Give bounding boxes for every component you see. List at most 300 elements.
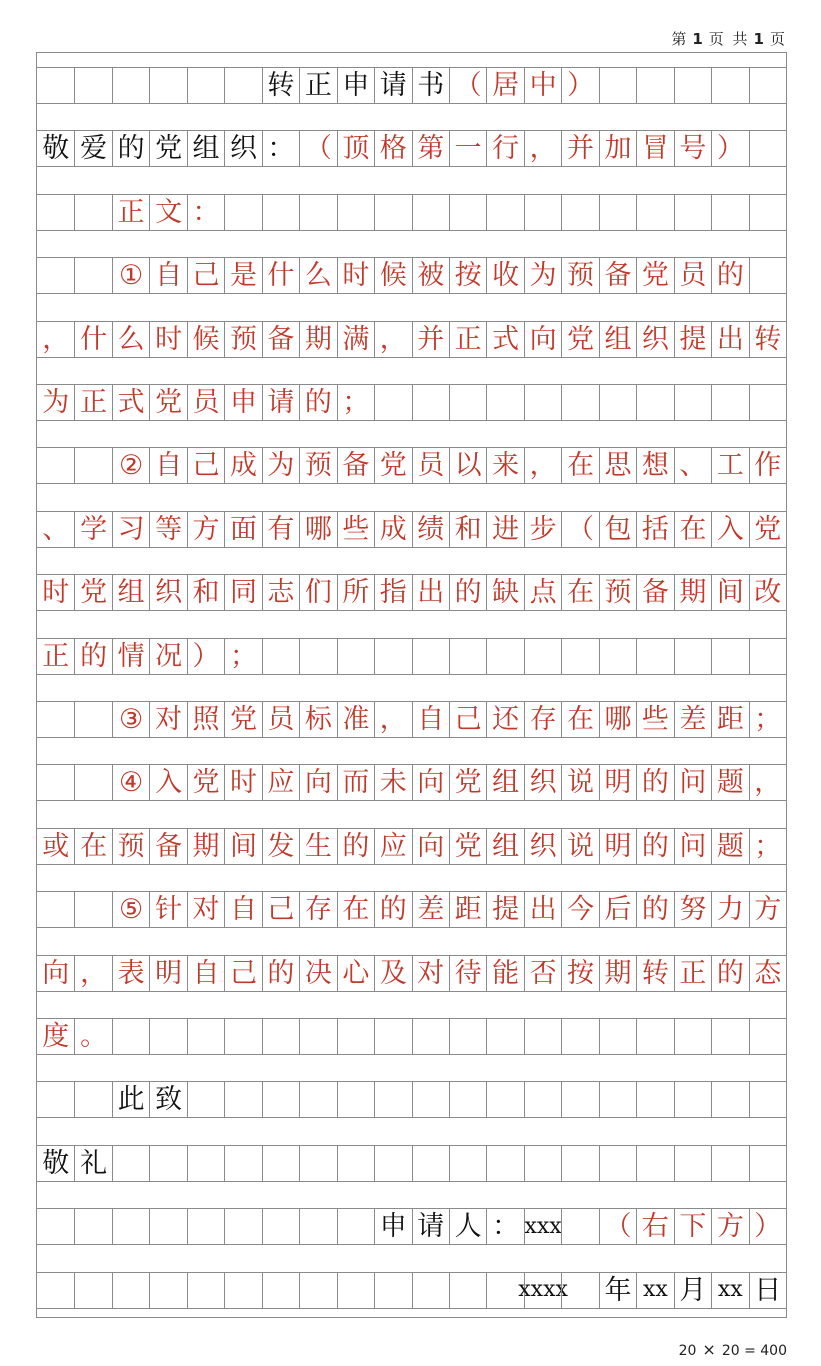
grid-cell bbox=[449, 385, 486, 420]
grid-character: 作 bbox=[749, 448, 786, 483]
grid-character: 什 bbox=[262, 258, 299, 293]
grid-character: xxx bbox=[524, 1209, 561, 1244]
grid-character: 态 bbox=[749, 956, 786, 991]
grid-character: 自 bbox=[149, 448, 186, 483]
grid-character: 存 bbox=[299, 892, 336, 927]
grid-character: 自 bbox=[224, 892, 261, 927]
grid-character: 间 bbox=[711, 575, 748, 610]
grid-character: 按 bbox=[561, 956, 598, 991]
grid-character: 此 bbox=[112, 1082, 149, 1117]
grid-cell bbox=[524, 1019, 561, 1054]
grid-character: 文 bbox=[149, 195, 186, 230]
grid-cell bbox=[74, 448, 111, 483]
grid-character: 以 bbox=[449, 448, 486, 483]
grid-character: ； bbox=[749, 702, 786, 737]
grid-character: 距 bbox=[449, 892, 486, 927]
grid-character: 时 bbox=[224, 765, 261, 800]
grid-character: 向 bbox=[299, 765, 336, 800]
grid-character: 明 bbox=[599, 829, 636, 864]
grid-character: ） bbox=[711, 131, 748, 166]
grid-cell bbox=[112, 1273, 149, 1308]
grid-cell bbox=[224, 195, 261, 230]
grid-character: 在 bbox=[561, 702, 598, 737]
grid-character: 是 bbox=[224, 258, 261, 293]
grid-character: 习 bbox=[112, 512, 149, 547]
grid-cell bbox=[37, 258, 74, 293]
grid-cell bbox=[112, 1019, 149, 1054]
grid-cell bbox=[37, 702, 74, 737]
grid-character: 己 bbox=[262, 892, 299, 927]
grid-cell bbox=[337, 639, 374, 674]
grid-cell bbox=[74, 892, 111, 927]
grid-character: 党 bbox=[149, 385, 186, 420]
grid-character: 决 bbox=[299, 956, 336, 991]
grid-character: 问 bbox=[674, 765, 711, 800]
grid-character: 、 bbox=[674, 448, 711, 483]
grid-cell bbox=[299, 1019, 336, 1054]
grid-character: 爱 bbox=[74, 131, 111, 166]
grid-cell bbox=[636, 1146, 673, 1181]
grid-cell bbox=[711, 639, 748, 674]
grid-character: ③ bbox=[112, 702, 149, 737]
grid-character: 在 bbox=[74, 829, 111, 864]
grid-character: 及 bbox=[374, 956, 411, 991]
grid-character: 组 bbox=[486, 765, 523, 800]
grid-character: 正 bbox=[449, 322, 486, 357]
grid-row bbox=[37, 1018, 786, 1055]
grid-character: 被 bbox=[412, 258, 449, 293]
grid-character: ） bbox=[187, 639, 224, 674]
grid-character: 表 bbox=[112, 956, 149, 991]
grid-character: （ bbox=[449, 68, 486, 103]
grid-character: 织 bbox=[636, 322, 673, 357]
grid-row bbox=[37, 828, 786, 865]
grid-cell bbox=[299, 195, 336, 230]
grid-character: 存 bbox=[524, 702, 561, 737]
grid-character: 还 bbox=[486, 702, 523, 737]
grid-cell bbox=[749, 195, 786, 230]
grid-character: 织 bbox=[224, 131, 261, 166]
grid-cell bbox=[486, 639, 523, 674]
grid-character: 题 bbox=[711, 829, 748, 864]
grid-row bbox=[37, 67, 786, 104]
grid-character: 请 bbox=[262, 385, 299, 420]
grid-character: 期 bbox=[299, 322, 336, 357]
grid-cell bbox=[299, 1146, 336, 1181]
grid-character: （ bbox=[599, 1209, 636, 1244]
grid-character: 为 bbox=[524, 258, 561, 293]
grid-character: （ bbox=[561, 512, 598, 547]
grid-cell bbox=[374, 195, 411, 230]
grid-cell bbox=[224, 1019, 261, 1054]
grid-character: 员 bbox=[674, 258, 711, 293]
grid-size-note bbox=[679, 1340, 787, 1359]
grid-cell bbox=[674, 68, 711, 103]
grid-cell bbox=[711, 385, 748, 420]
grid-cell bbox=[449, 1146, 486, 1181]
grid-cell bbox=[486, 195, 523, 230]
grid-character: 准 bbox=[337, 702, 374, 737]
grid-character: 党 bbox=[187, 765, 224, 800]
grid-character: 号 bbox=[674, 131, 711, 166]
grid-cell bbox=[262, 195, 299, 230]
grid-character: ） bbox=[561, 68, 598, 103]
grid-character: 的 bbox=[636, 829, 673, 864]
grid-character: 的 bbox=[337, 829, 374, 864]
grid-character: ： bbox=[187, 195, 224, 230]
grid-cell bbox=[187, 1273, 224, 1308]
grid-character: 、 bbox=[42, 513, 70, 545]
grid-cell bbox=[412, 1273, 449, 1308]
grid-character: ② bbox=[112, 448, 149, 483]
grid-character: 针 bbox=[149, 892, 186, 927]
grid-cell bbox=[599, 385, 636, 420]
grid-character: 么 bbox=[299, 258, 336, 293]
grid-character: 组 bbox=[187, 131, 224, 166]
grid-character: 在 bbox=[337, 892, 374, 927]
grid-cols: 20 bbox=[678, 1343, 697, 1359]
grid-cell bbox=[412, 195, 449, 230]
grid-character: 学 bbox=[74, 512, 111, 547]
page-middle: 页 共 bbox=[708, 30, 750, 48]
grid-cell bbox=[149, 1273, 186, 1308]
grid-character: 请 bbox=[374, 68, 411, 103]
grid-character: 中 bbox=[524, 68, 561, 103]
grid-character: 党 bbox=[149, 131, 186, 166]
grid-row bbox=[37, 194, 786, 231]
grid-character: 转 bbox=[749, 322, 786, 357]
grid-cell bbox=[374, 385, 411, 420]
current-page: 1 bbox=[692, 30, 705, 48]
grid-character: 有 bbox=[262, 512, 299, 547]
grid-cell bbox=[224, 1209, 261, 1244]
grid-cell bbox=[37, 68, 74, 103]
grid-cell bbox=[674, 385, 711, 420]
grid-cell bbox=[599, 1019, 636, 1054]
grid-character: 的 bbox=[636, 765, 673, 800]
grid-character: 改 bbox=[749, 575, 786, 610]
grid-character: 按 bbox=[449, 258, 486, 293]
grid-cell bbox=[636, 1019, 673, 1054]
grid-character: 提 bbox=[674, 322, 711, 357]
grid-cell bbox=[561, 1082, 598, 1117]
grid-cell bbox=[262, 1273, 299, 1308]
grid-character: 度 bbox=[42, 1021, 70, 1052]
grid-character: 正 bbox=[674, 956, 711, 991]
grid-cell bbox=[299, 1273, 336, 1308]
grid-character: 自 bbox=[149, 258, 186, 293]
grid-cell bbox=[112, 68, 149, 103]
grid-character: 的 bbox=[74, 639, 111, 674]
grid-character: ， bbox=[42, 323, 70, 355]
grid-cell bbox=[561, 195, 598, 230]
grid-cell bbox=[599, 1146, 636, 1181]
grid-character: 入 bbox=[711, 512, 748, 547]
grid-cell bbox=[187, 1019, 224, 1054]
grid-cell bbox=[561, 1146, 598, 1181]
grid-character: 预 bbox=[599, 575, 636, 610]
grid-character: 说 bbox=[561, 829, 598, 864]
grid-character: 自 bbox=[412, 702, 449, 737]
grid-character: 党 bbox=[636, 258, 673, 293]
grid-character: 式 bbox=[112, 385, 149, 420]
grid-character: 备 bbox=[149, 829, 186, 864]
grid-character: xx bbox=[711, 1273, 748, 1308]
grid-character: 差 bbox=[412, 892, 449, 927]
grid-character: 在 bbox=[561, 575, 598, 610]
grid-character: 照 bbox=[187, 702, 224, 737]
grid-character: 党 bbox=[374, 448, 411, 483]
grid-character: 努 bbox=[674, 892, 711, 927]
grid-character: ⑤ bbox=[112, 892, 149, 927]
grid-cell bbox=[337, 195, 374, 230]
grid-character: ① bbox=[112, 258, 149, 293]
grid-character: 工 bbox=[711, 448, 748, 483]
grid-character: 所 bbox=[337, 575, 374, 610]
grid-character: 满 bbox=[337, 322, 374, 357]
grid-cell bbox=[374, 639, 411, 674]
grid-cell bbox=[749, 131, 786, 166]
grid-cell bbox=[486, 1082, 523, 1117]
grid-cell bbox=[636, 385, 673, 420]
grid-character: 时 bbox=[42, 577, 70, 609]
grid-cell bbox=[74, 68, 111, 103]
grid-cell bbox=[561, 1209, 598, 1244]
page-number bbox=[671, 28, 787, 49]
grid-character: ④ bbox=[112, 765, 149, 800]
grid-cell bbox=[149, 1146, 186, 1181]
grid-cell bbox=[37, 195, 74, 230]
grid-cell bbox=[112, 1146, 149, 1181]
grid-cell bbox=[74, 258, 111, 293]
grid-cell bbox=[599, 1082, 636, 1117]
grid-character: ； bbox=[749, 829, 786, 864]
grid-character: 而 bbox=[337, 765, 374, 800]
grid-cell bbox=[262, 1209, 299, 1244]
grid-cell bbox=[37, 1209, 74, 1244]
grid-character: 顶 bbox=[337, 131, 374, 166]
grid-character: 进 bbox=[486, 512, 523, 547]
grid-character: 请 bbox=[412, 1209, 449, 1244]
grid-cell bbox=[374, 1082, 411, 1117]
grid-character: 组 bbox=[599, 322, 636, 357]
grid-character: 预 bbox=[224, 322, 261, 357]
grid-character: 么 bbox=[112, 322, 149, 357]
grid-character: 向 bbox=[412, 765, 449, 800]
grid-cell bbox=[449, 1273, 486, 1308]
grid-character: 对 bbox=[187, 892, 224, 927]
grid-character: 情 bbox=[112, 639, 149, 674]
manuscript-grid bbox=[36, 52, 787, 1318]
grid-cell bbox=[74, 1209, 111, 1244]
grid-character: 方 bbox=[187, 512, 224, 547]
grid-character: ， bbox=[74, 956, 111, 991]
grid-cell bbox=[187, 1146, 224, 1181]
grid-character: 党 bbox=[449, 765, 486, 800]
grid-character: ， bbox=[374, 322, 411, 357]
grid-cell bbox=[674, 1146, 711, 1181]
grid-total: 20 = 400 bbox=[721, 1343, 787, 1359]
grid-character: 期 bbox=[599, 956, 636, 991]
grid-character: 一 bbox=[449, 131, 486, 166]
grid-character: 应 bbox=[262, 765, 299, 800]
grid-character: 志 bbox=[262, 575, 299, 610]
grid-character: 的 bbox=[711, 956, 748, 991]
grid-character: 的 bbox=[262, 956, 299, 991]
grid-character: ； bbox=[224, 639, 261, 674]
grid-row bbox=[37, 384, 786, 421]
grid-character: 员 bbox=[412, 448, 449, 483]
grid-character: 应 bbox=[374, 829, 411, 864]
grid-cell bbox=[636, 68, 673, 103]
grid-cell bbox=[224, 1146, 261, 1181]
grid-character: 想 bbox=[636, 448, 673, 483]
grid-character: ） bbox=[749, 1209, 786, 1244]
grid-character: 待 bbox=[449, 956, 486, 991]
grid-row bbox=[37, 891, 786, 928]
grid-character: 申 bbox=[337, 68, 374, 103]
grid-cell bbox=[636, 195, 673, 230]
grid-cell bbox=[524, 385, 561, 420]
times-sign: × bbox=[702, 1340, 716, 1359]
grid-character: 期 bbox=[187, 829, 224, 864]
grid-character: 缺 bbox=[486, 575, 523, 610]
grid-character: 预 bbox=[561, 258, 598, 293]
grid-character: 员 bbox=[262, 702, 299, 737]
grid-character: 自 bbox=[187, 956, 224, 991]
grid-cell bbox=[412, 1082, 449, 1117]
grid-character: 括 bbox=[636, 512, 673, 547]
grid-character: 明 bbox=[149, 956, 186, 991]
grid-character: 为 bbox=[262, 448, 299, 483]
grid-cell bbox=[524, 1146, 561, 1181]
grid-character: 己 bbox=[187, 258, 224, 293]
grid-cell bbox=[374, 1146, 411, 1181]
grid-character: 收 bbox=[486, 258, 523, 293]
grid-character: 敬 bbox=[42, 1147, 70, 1179]
grid-cell bbox=[636, 639, 673, 674]
grid-character: 加 bbox=[599, 131, 636, 166]
grid-cell bbox=[149, 1019, 186, 1054]
grid-cell bbox=[636, 1082, 673, 1117]
grid-character: 时 bbox=[149, 322, 186, 357]
grid-character: 成 bbox=[374, 512, 411, 547]
grid-character: 的 bbox=[636, 892, 673, 927]
grid-character: 日 bbox=[749, 1273, 786, 1308]
grid-row bbox=[37, 130, 786, 167]
grid-row bbox=[37, 511, 786, 548]
grid-character: 预 bbox=[299, 448, 336, 483]
grid-character: 提 bbox=[486, 892, 523, 927]
grid-cell bbox=[37, 448, 74, 483]
grid-character: 哪 bbox=[599, 702, 636, 737]
grid-character: 备 bbox=[337, 448, 374, 483]
grid-character: 织 bbox=[524, 765, 561, 800]
grid-cell bbox=[299, 1082, 336, 1117]
grid-character: 成 bbox=[224, 448, 261, 483]
grid-row bbox=[37, 638, 786, 675]
grid-cell bbox=[599, 195, 636, 230]
grid-character: 况 bbox=[149, 639, 186, 674]
grid-character: 什 bbox=[74, 322, 111, 357]
grid-character: 出 bbox=[412, 575, 449, 610]
grid-character: 步 bbox=[524, 512, 561, 547]
grid-character: 方 bbox=[749, 892, 786, 927]
grid-cell bbox=[262, 639, 299, 674]
grid-character: 距 bbox=[711, 702, 748, 737]
grid-cell bbox=[749, 385, 786, 420]
grid-cell bbox=[74, 702, 111, 737]
grid-cell bbox=[299, 639, 336, 674]
grid-cell bbox=[337, 1273, 374, 1308]
grid-character: 致 bbox=[149, 1082, 186, 1117]
grid-character: 备 bbox=[599, 258, 636, 293]
grid-cell bbox=[449, 1082, 486, 1117]
grid-cell bbox=[561, 639, 598, 674]
grid-character: 未 bbox=[374, 765, 411, 800]
grid-character: 正 bbox=[74, 385, 111, 420]
grid-character: 党 bbox=[749, 512, 786, 547]
grid-cell bbox=[524, 639, 561, 674]
grid-cell bbox=[412, 1146, 449, 1181]
grid-cell bbox=[149, 1209, 186, 1244]
grid-cell bbox=[749, 1019, 786, 1054]
grid-character: 差 bbox=[674, 702, 711, 737]
grid-cell bbox=[749, 258, 786, 293]
grid-character: 员 bbox=[187, 385, 224, 420]
grid-cell bbox=[299, 1209, 336, 1244]
grid-character: 的 bbox=[449, 575, 486, 610]
grid-character: 向 bbox=[412, 829, 449, 864]
grid-cell bbox=[674, 195, 711, 230]
grid-cell bbox=[749, 1146, 786, 1181]
grid-cell bbox=[37, 765, 74, 800]
grid-character: 等 bbox=[149, 512, 186, 547]
grid-character: 思 bbox=[599, 448, 636, 483]
grid-row bbox=[37, 1272, 786, 1309]
grid-character: 点 bbox=[524, 575, 561, 610]
grid-cell bbox=[262, 1082, 299, 1117]
grid-character: 第 bbox=[412, 131, 449, 166]
grid-character: 冒 bbox=[636, 131, 673, 166]
grid-cell bbox=[674, 1019, 711, 1054]
grid-cell bbox=[224, 1082, 261, 1117]
grid-character: 包 bbox=[599, 512, 636, 547]
grid-character: 时 bbox=[337, 258, 374, 293]
grid-cell bbox=[524, 1082, 561, 1117]
grid-character: 预 bbox=[112, 829, 149, 864]
grid-character: ： bbox=[486, 1209, 523, 1244]
grid-character: 哪 bbox=[299, 512, 336, 547]
grid-character: 转 bbox=[262, 68, 299, 103]
grid-character: 对 bbox=[412, 956, 449, 991]
grid-cell bbox=[486, 1019, 523, 1054]
grid-character: 在 bbox=[561, 448, 598, 483]
grid-character: 方 bbox=[711, 1209, 748, 1244]
grid-character: 的 bbox=[299, 385, 336, 420]
grid-cell bbox=[224, 68, 261, 103]
grid-cell bbox=[74, 765, 111, 800]
grid-cell bbox=[412, 1019, 449, 1054]
grid-character: 间 bbox=[224, 829, 261, 864]
grid-character: 候 bbox=[374, 258, 411, 293]
grid-row bbox=[37, 764, 786, 801]
grid-character: 能 bbox=[486, 956, 523, 991]
grid-character: 月 bbox=[674, 1273, 711, 1308]
grid-cell bbox=[337, 1019, 374, 1054]
grid-character: （ bbox=[299, 131, 336, 166]
grid-row bbox=[37, 574, 786, 611]
